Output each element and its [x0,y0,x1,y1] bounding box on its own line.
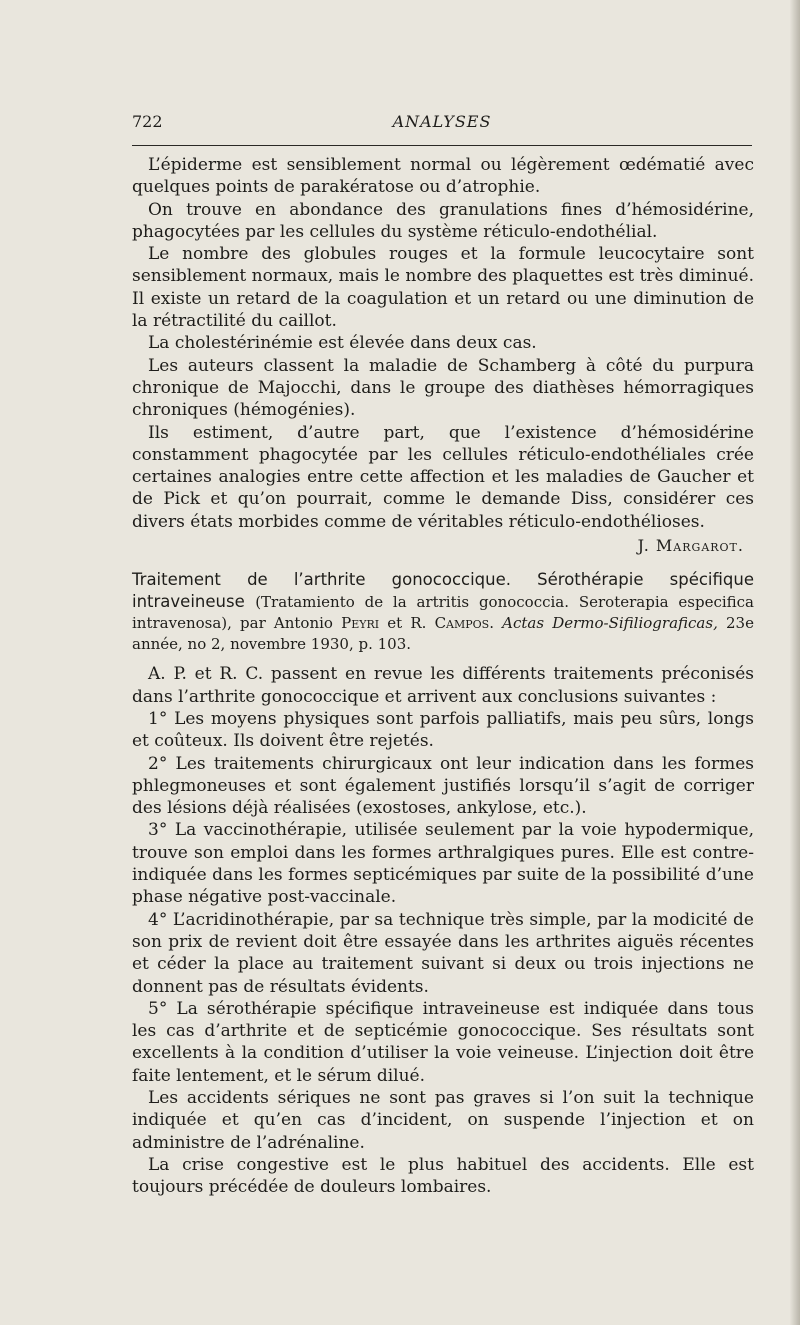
issue-info: 23e année, no 2, novembre 1930, p. 103. [132,614,754,654]
review-2 [132,569,754,1198]
running-head: ANALYSES [392,112,492,131]
paragraph: On trouve en abondance des granulations fines d’hémosidérine, phagocytées par les cellules du système réticulo-endothélial. [132,199,754,242]
author-name: Peyri [341,614,380,633]
author-name: Campos. [434,614,494,633]
paragraph: La cholestérinémie est élevée dans deux cas. [148,333,537,354]
page-edge-shadow [790,0,800,1325]
paragraph: Les accidents sériques ne sont pas graves si l’on suit la technique indiquée et qu’en cas d’incident, on suspende l’injection et on administre de l’adrénaline. [132,1087,754,1153]
article-heading [132,569,754,655]
journal-name: Actas Dermo-Sifiliograficas, [502,614,718,633]
paragraph: Ils estiment, d’autre part, que l’existence d’hémosidérine constamment phagocytée par les cellules réticulo-endothéliales crée certaines analogies entre cette affection et les maladies de Gaucher et de Pick et qu’on pourrait, comme le demande Diss, considérer ces divers états morbides comme de véritables réticulo-endothélioses. [132,422,754,532]
article-title: Traitement de l’arthrite gonococcique. Sérothérapie spécifique intraveineuse [132,570,754,612]
paragraph: La crise congestive est le plus habituel des accidents. Elle est toujours précédée de douleurs lombaires. [132,1154,754,1198]
paragraph: Le nombre des globules rouges et la formule leucocytaire sont sensiblement normaux, mais le nombre des plaquettes est très diminué. Il existe un retard de la coagulation et un retard ou une diminution de la rétractilité du caillot. [132,244,754,332]
paragraph: Les auteurs classent la maladie de Schamberg à côté du purpura chronique de Majocchi, dans le groupe des diathèses hémorragiques chroniques (hémogénies). [132,355,754,421]
review-1 [132,154,754,557]
page-number: 722 [132,112,163,131]
paragraph: 2° Les traitements chirurgicaux ont leur indication dans les formes phlegmoneuses et sont également justifiés lorsqu’il s’agit de corriger des lésions déjà réalisées (exostoses, ankylose, etc.). [132,753,754,819]
paragraph: 4° L’acridinothérapie, par sa technique très simple, par la modicité de son prix de revient doit être essayée dans les arthrites aiguës récentes et céder la place au traitement suivant si deux ou trois injections ne donnent pas de résultats évidents. [132,909,754,997]
paragraph: L’épiderme est sensiblement normal ou légèrement œdématié avec quelques points de parakératose ou d’atrophie. [132,155,754,198]
paragraph: 3° La vaccinothérapie, utilisée seulement par la voie hypodermique, trouve son emploi dans les formes arthralgiques pures. Elle est contre-indiquée dans les formes septicémiques par suite de la possibilité d’une phase négative post-vaccinale. [132,820,754,908]
paragraph: A. P. et R. C. passent en revue les différents traitements préconisés dans l’arthrite gonococcique et arrivent aux conclusions suivantes : [132,664,754,707]
paragraph: 5° La sérothérapie spécifique intraveineuse est indiquée dans tous les cas d’arthrite et de septicémie gonococcique. Ses résultats sont excellents à la condition d’utiliser la voie veineuse. L’injection doit être faite lentement, et le sérum dilué. [132,998,754,1086]
page-body [132,154,754,1198]
paragraph: 1° Les moyens physiques sont parfois palliatifs, mais peu sûrs, longs et coûteux. Ils doivent être rejetés. [132,708,754,752]
page-header [132,112,752,142]
reference-text: et R. [387,614,427,633]
header-rule [132,145,752,146]
review-signature: J. Margarot. [637,536,744,556]
article-body [132,663,754,1198]
reference-text: (Tratamiento de la artritis gonococcia. Seroterapia especifica intravenosa), par Antonio [132,593,754,633]
